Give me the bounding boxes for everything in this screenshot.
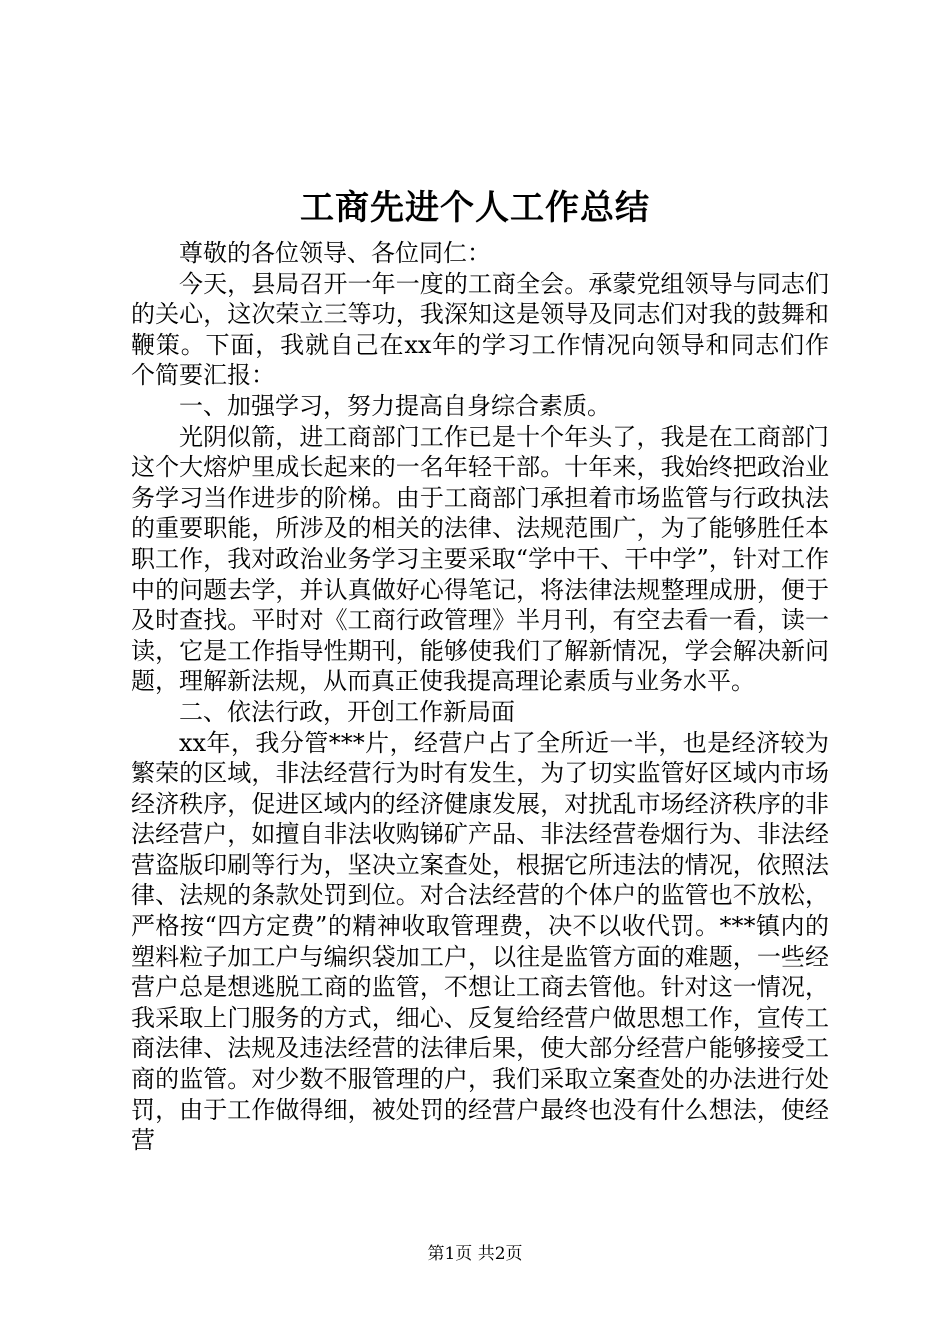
- study-paragraph: 光阴似箭，进工商部门工作已是十个年头了，我是在工商部门这个大熔炉里成长起来的一名年轻干部。十年来，我始终把政治业务学习当作进步的阶梯。由于工商部门承担着市场监管与行政执法的重要职能，所涉及的相关的法律、法规范围广，为了能够胜任本职工作，我对政治业务学习主要采取“学中干、干中学”，针对工作中的问题去学，并认真做好心得笔记，将法律法规整理成册，便于及时查找。平时对《工商行政管理》半月刊，有空去看一看，读一读，它是工作指导性期刊，能够使我们了解新情况，学会解决新问题，理解新法规，从而真正使我提高理论素质与业务水平。: [131, 422, 829, 696]
- document-body: [131, 238, 829, 1156]
- work-paragraph: xx年，我分管***片，经营户占了全所近一半，也是经济较为繁荣的区域，非法经营行为时有发生，为了切实监管好区域内市场经济秩序，促进区域内的经济健康发展，对扰乱市场经济秩序的非法经营户，如擅自非法收购锑矿产品、非法经营卷烟行为、非法经营盗版印刷等行为，坚决立案查处，根据它所违法的情况，依照法律、法规的条款处罚到位。对合法经营的个体户的监管也不放松，严格按“四方定费”的精神收取管理费，决不以收代罚。***镇内的塑料粒子加工户与编织袋加工户，以往是监管方面的难题，一些经营户总是想逃脱工商的监管，不想让工商去管他。针对这一情况，我采取上门服务的方式，细心、反复给经营户做思想工作，宣传工商法律、法规及违法经营的法律后果，使大部分经营户能够接受工商的监管。对少数不服管理的户，我们采取立案查处的办法进行处罚，由于工作做得细，被处罚的经营户最终也没有什么想法，使经营: [131, 728, 829, 1155]
- page-footer: 第1页 共2页: [427, 1244, 523, 1264]
- section-heading-1: 一、加强学习，努力提高自身综合素质。: [179, 391, 611, 420]
- salutation-paragraph: 尊敬的各位领导、各位同仁：: [179, 239, 491, 267]
- document-title: 工商先进个人工作总结: [300, 188, 650, 228]
- intro-paragraph: 今天，县局召开一年一度的工商全会。承蒙党组领导与同志们的关心，这次荣立三等功，我深知这是领导及同志们对我的鼓舞和鞭策。下面，我就自己在xx年的学习工作情况向领导和同志们作个简要汇报：: [131, 269, 829, 390]
- section-heading-2: 二、依法行政，开创工作新局面: [179, 697, 515, 726]
